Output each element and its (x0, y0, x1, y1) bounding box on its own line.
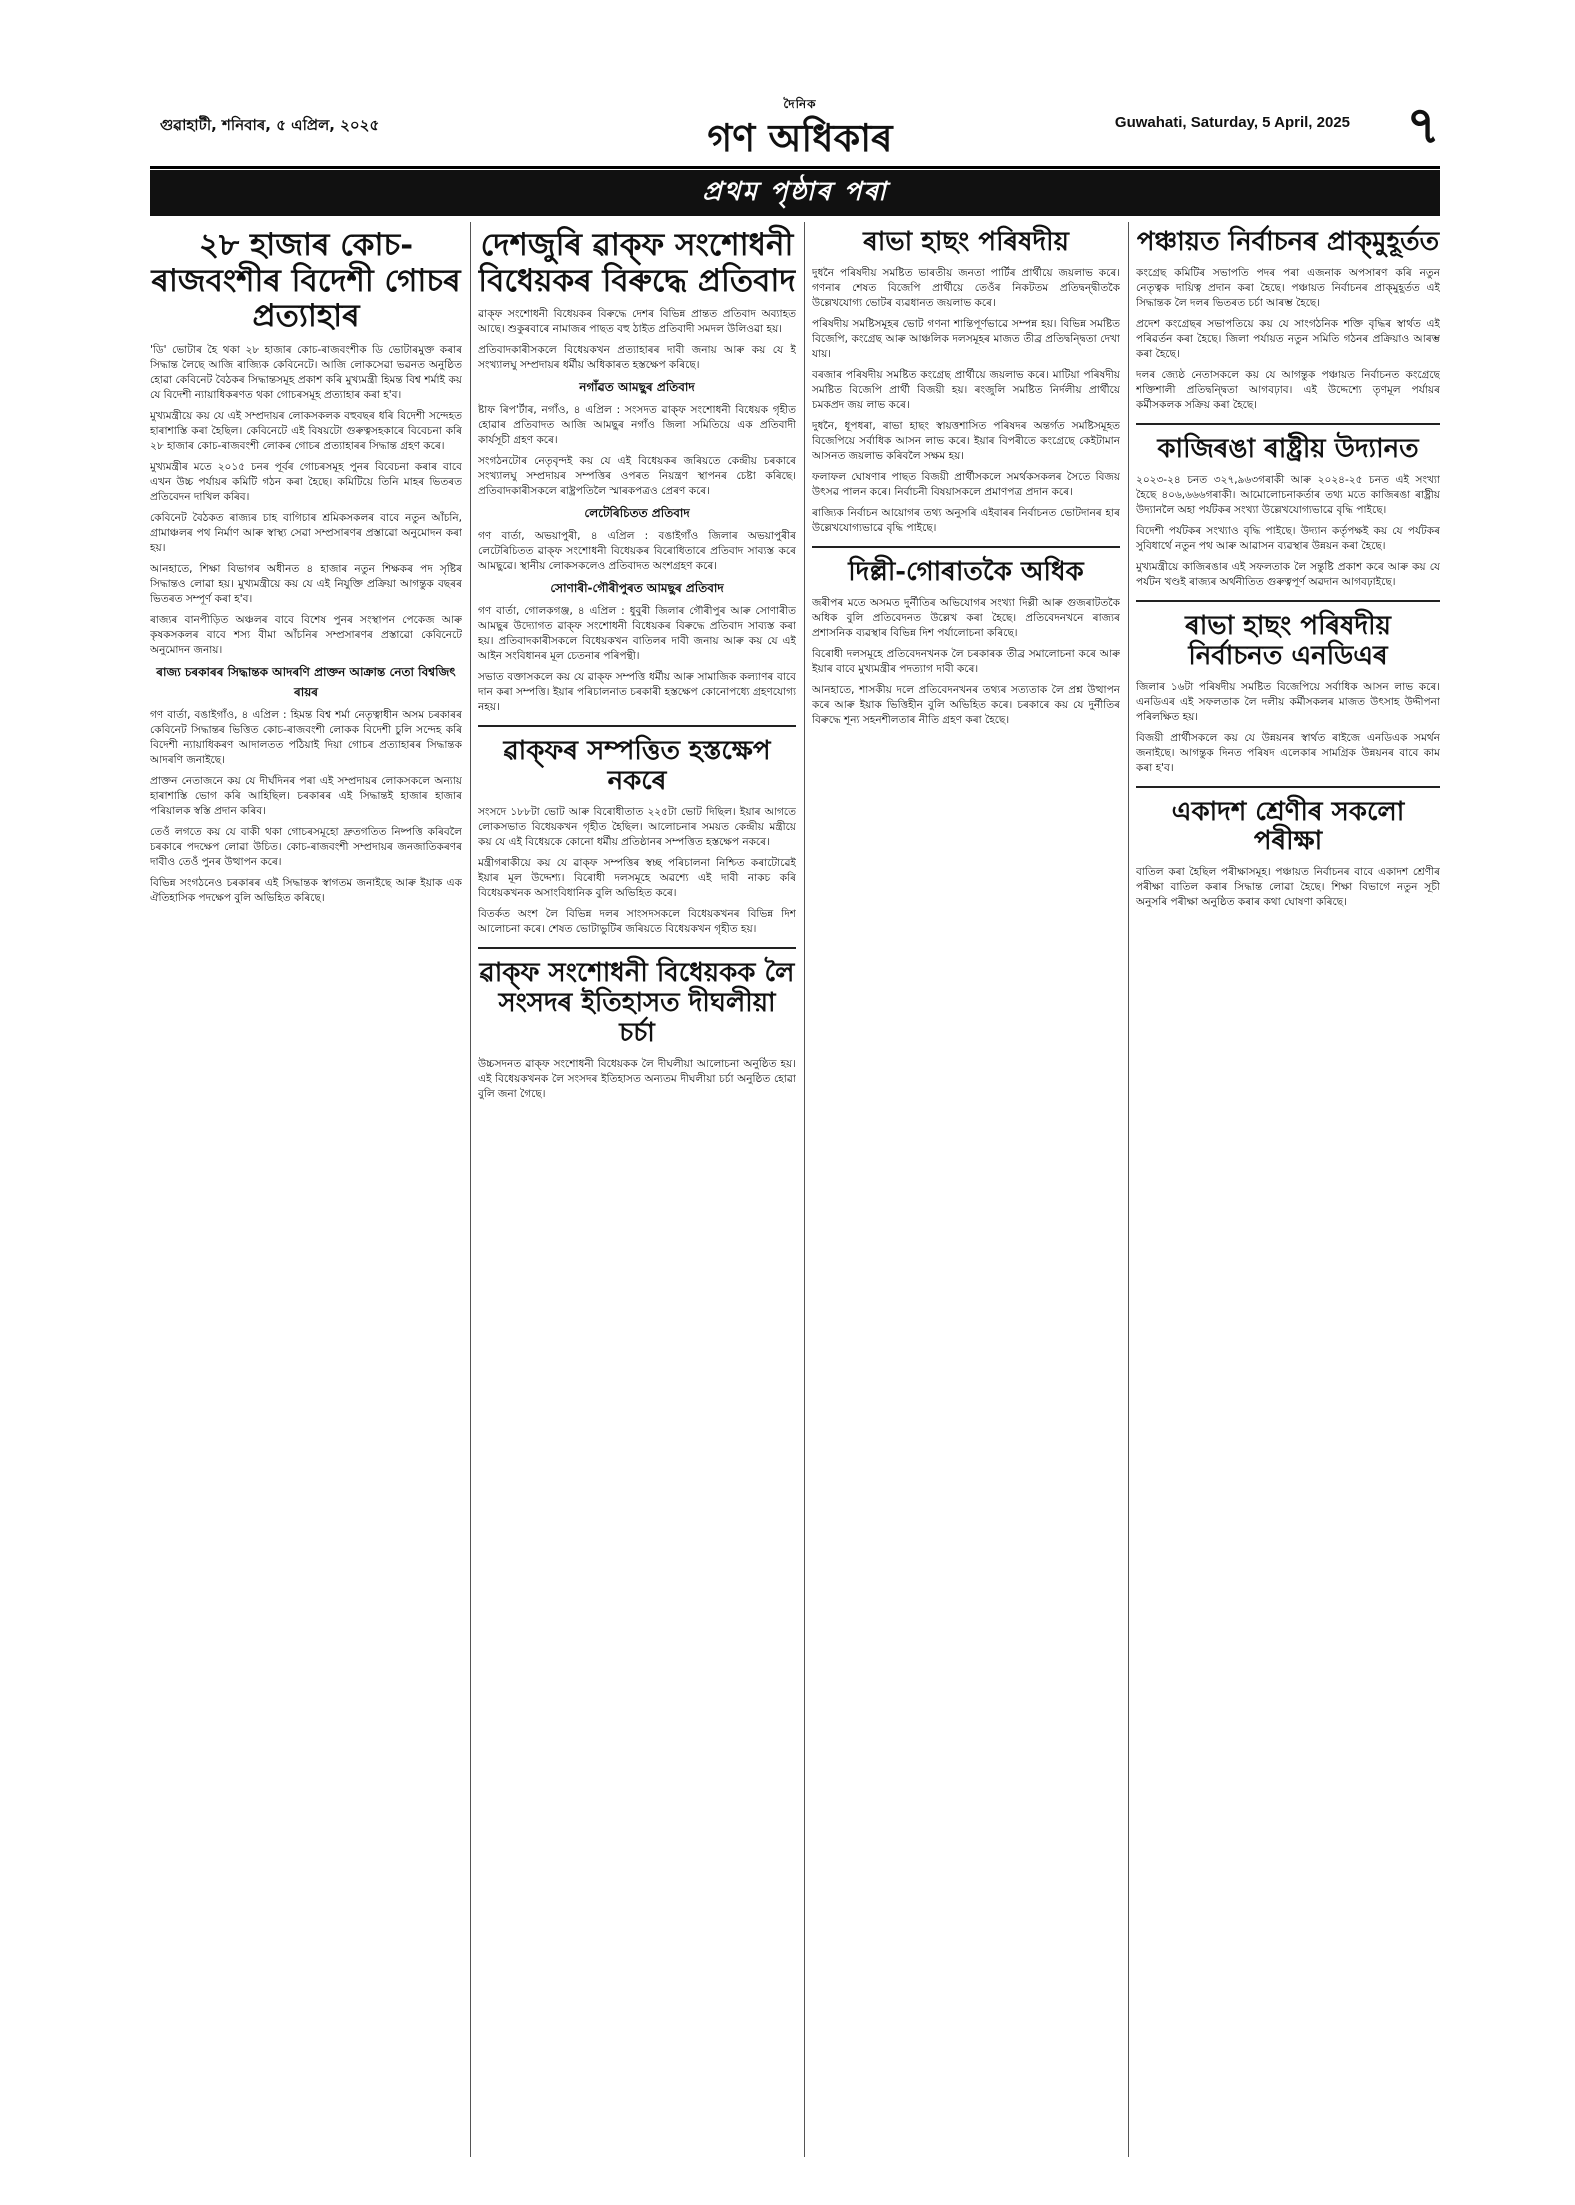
headline-waqf-protest: দেশজুৰি ৱাক্‌ফ সংশোধনী বিধেয়কৰ বিৰুদ্ধে প্ৰতিবাদ (478, 227, 796, 299)
headline-waqf-property: ৱাক্‌ফৰ সম্পত্তিত হস্তক্ষেপ নকৰে (503, 736, 771, 797)
headline-rabha-nda: ৰাভা হাছং পৰিষদীয় নিৰ্বাচনত এনডিএৰ (1185, 610, 1391, 671)
article-paragraph: প্ৰদেশ কংগ্ৰেছৰ সভাপতিয়ে কয় যে সাংগঠনিক শক্তি বৃদ্ধিৰ স্বাৰ্থত এই পৰিৱৰ্তন কৰা হৈছে। জিলা পৰ্যায়ত নতুন সমিতি গঠনৰ প্ৰক্ৰিয়াও আৰম্ভ কৰা হৈছে। (1136, 317, 1440, 360)
article-paragraph: গণ বাৰ্তা, বঙাইগাঁও, ৪ এপ্ৰিল : হিমন্ত বিশ্ব শৰ্মা নেতৃত্বাধীন অসম চৰকাৰৰ কেবিনেট সিদ্ধান্তৰ ভিত্তিত কোচ-ৰাজবংশী লোকক বিদেশী চুলি সন্দেহ কৰি বিদেশী ন্যায়াধিকৰণ আদালতত পঠিয়াই দিয়া গোচৰ প্ৰত্যাহাৰৰ সিদ্ধান্তক আদৰণি জনাইছে। (150, 708, 462, 766)
section-divider (812, 546, 1120, 548)
headline-panchayat: পঞ্চায়ত নিৰ্বাচনৰ প্ৰাক্‌মুহূৰ্তত (1136, 227, 1440, 257)
newspaper-title: গণ অধিকাৰ (707, 115, 893, 160)
article-paragraph: মন্ত্ৰীগৰাকীয়ে কয় যে ৱাক্‌ফ সম্পত্তিৰ স্বচ্ছ পৰিচালনা নিশ্চিত কৰাটোৱেই ইয়াৰ মূল উদ্দেশ্য। বিৰোধী দলসমূহে অৱশ্যে এই দাবী নাকচ কৰি বিধেয়কখনক অসাংবিধানিক বুলি অভিহিত কৰে। (478, 857, 796, 900)
masthead-date-assamese: গুৱাহাটী, শনিবাৰ, ৫ এপ্ৰিল, ২০২৫ (160, 116, 380, 134)
column-2 (478, 222, 796, 2157)
article-paragraph: প্ৰাক্তন নেতাজনে কয় যে দীৰ্ঘদিনৰ পৰা এই সম্প্ৰদায়ৰ লোকসকলে অন্যায় হাৰাশাস্তি ভোগ কৰি আহিছিল। চৰকাৰৰ এই সিদ্ধান্তই হাজাৰ হাজাৰ পৰিয়ালক স্বস্তি প্ৰদান কৰিব। (150, 774, 462, 817)
article-paragraph: ৰাজ্যিক নিৰ্বাচন আয়োগৰ তথ্য অনুসৰি এইবাৰৰ নিৰ্বাচনত ভোটদানৰ হাৰ উল্লেখযোগ্যভাৱে বৃদ্ধি পাইছে। (812, 506, 1120, 534)
article-paragraph: দুধনৈ পৰিষদীয় সমষ্টিত ভাৰতীয় জনতা পাৰ্টিৰ প্ৰাৰ্থীয়ে জয়লাভ কৰে। গণনাৰ শেষত বিজেপি প্ৰাৰ্থীয়ে তেওঁৰ নিকটতম প্ৰতিদ্বন্দ্বীতকৈ উল্লেখযোগ্য ভোটৰ ব্যৱধানত জয়লাভ কৰে। (812, 266, 1120, 309)
section-divider (478, 725, 796, 727)
column-divider (1128, 222, 1129, 2157)
article-paragraph: মুখ্যমন্ত্ৰীয়ে কাজিৰঙাৰ এই সফলতাক লৈ সন্তুষ্টি প্ৰকাশ কৰে আৰু কয় যে পৰ্যটন খণ্ডই ৰাজ্যৰ অৰ্থনীতিত গুৰুত্বপূৰ্ণ অৱদান আগবঢ়াইছে। (1136, 560, 1440, 588)
article-paragraph: মুখ্যমন্ত্ৰীয়ে কয় যে এই সম্প্ৰদায়ৰ লোকসকলক বহুবছৰ ধৰি বিদেশী সন্দেহত হাৰাশাস্তি কৰা হৈছিল। কেবিনেটে এই বিষয়টো গুৰুত্বসহকাৰে বিবেচনা কৰি ২৮ হাজাৰ কোচ-ৰাজবংশী লোকৰ গোচৰ প্ৰত্যাহাৰৰ সিদ্ধান্ত গ্ৰহণ কৰে। (150, 409, 462, 452)
article-paragraph: জৰীপৰ মতে অসমত দুৰ্নীতিৰ অভিযোগৰ সংখ্যা দিল্লী আৰু গুজৰাটতকৈ অধিক বুলি প্ৰতিবেদনত উল্লেখ কৰা হৈছে। প্ৰতিবেদনখনে ৰাজ্যৰ প্ৰশাসনিক ব্যৱস্থাৰ বিভিন্ন দিশ পৰ্যালোচনা কৰিছে। (812, 596, 1120, 639)
article-paragraph: সভাত বক্তাসকলে কয় যে ৱাক্‌ফ সম্পত্তি ধৰ্মীয় আৰু সামাজিক কল্যাণৰ বাবে দান কৰা সম্পত্তি। ইয়াৰ পৰিচালনাত চৰকাৰী হস্তক্ষেপ কোনোপধ্যে গ্ৰহণযোগ্য নহয়। (478, 671, 796, 714)
headline-rabha-hasong: ৰাভা হাছং পৰিষদীয় (863, 227, 1069, 257)
section-divider (478, 947, 796, 949)
subheadline: ৰাজ্য চৰকাৰৰ সিদ্ধান্তক আদৰণি প্ৰাক্তন আক্ৰান্ত নেতা বিশ্বজিৎ ৰায়ৰ (156, 664, 456, 699)
subheadline: লেটেৰিচিতত প্ৰতিবাদ (584, 506, 690, 521)
article-paragraph: পৰিষদীয় সমষ্টিসমূহৰ ভোট গণনা শান্তিপূৰ্ণভাৱে সম্পন্ন হয়। বিভিন্ন সমষ্টিত বিজেপি, কংগ্ৰেছ আৰু আঞ্চলিক দলসমূহৰ মাজত তীব্ৰ প্ৰতিদ্বন্দ্বিতা দেখা যায়। (812, 317, 1120, 360)
section-banner-label: প্ৰথম পৃষ্ঠাৰ পৰা (702, 177, 888, 207)
article-paragraph: সংগঠনটোৰ নেতৃবৃন্দই কয় যে এই বিধেয়কৰ জৰিয়তে কেন্দ্ৰীয় চৰকাৰে সংখ্যালঘু সম্প্ৰদায়ৰ সম্পত্তিৰ ওপৰত নিয়ন্ত্ৰণ স্থাপনৰ চেষ্টা কৰিছে। প্ৰতিবাদকাৰীসকলে ৰাষ্ট্ৰপতিলৈ স্মাৰকপত্ৰও প্ৰেৰণ কৰে। (478, 455, 796, 498)
article-paragraph: মুখ্যমন্ত্ৰীৰ মতে ২০১৫ চনৰ পূৰ্বৰ গোচৰসমূহ পুনৰ বিবেচনা কৰাৰ বাবে এখন উচ্চ পৰ্যায়ৰ কমিটি গঠন কৰা হৈছে। কমিটিয়ে তিনি মাহৰ ভিতৰত প্ৰতিবেদন দাখিল কৰিব। (150, 460, 462, 503)
headline-class-11-exam: একাদশ শ্ৰেণীৰ সকলো পৰীক্ষা (1171, 796, 1405, 857)
section-banner (150, 170, 1440, 216)
subheadline: সোণাৰী-গৌৰীপুৰত আমছুৰ প্ৰতিবাদ (550, 581, 724, 596)
masthead-date-english: Guwahati, Saturday, 5 April, 2025 (1114, 114, 1350, 131)
article-paragraph: তেওঁ লগতে কয় যে বাকী থকা গোচৰসমূহো দ্ৰুতগতিত নিষ্পত্তি কৰিবলৈ চৰকাৰে পদক্ষেপ লোৱা উচিত। কোচ-ৰাজবংশী সম্প্ৰদায়ৰ জনজাতিকৰণৰ দাবীও তেওঁ পুনৰ উত্থাপন কৰে। (150, 825, 462, 868)
headline-waqf-debate: ৱাক্‌ফ সংশোধনী বিধেয়কক লৈ সংসদৰ ইতিহাসত দীঘলীয়া চৰ্চা (479, 958, 795, 1048)
article-paragraph: ৱাক্‌ফ সংশোধনী বিধেয়কৰ বিৰুদ্ধে দেশৰ বিভিন্ন প্ৰান্তত প্ৰতিবাদ অব্যাহত আছে। শুকুৰবাৰে নামাজৰ পাছত বহু ঠাইত প্ৰতিবাদী সমদল উলিওৱা হয়। (478, 308, 796, 336)
masthead-rule (150, 166, 1440, 169)
article-paragraph: ৰাজ্যৰ বানপীড়িত অঞ্চলৰ বাবে বিশেষ পুনৰ সংস্থাপন পেকেজ আৰু কৃষকসকলৰ বাবে শস্য বীমা আঁচনিৰ সম্প্ৰসাৰণৰ প্ৰস্তাৱো কেবিনেটে অনুমোদন জনায়। (150, 613, 462, 656)
article-paragraph: বাতিল কৰা হৈছিল পৰীক্ষাসমূহ। পঞ্চায়ত নিৰ্বাচনৰ বাবে একাদশ শ্ৰেণীৰ পৰীক্ষা বাতিল কৰাৰ সিদ্ধান্ত লোৱা হৈছে। শিক্ষা বিভাগে নতুন সূচী অনুসৰি পৰীক্ষা অনুষ্ঠিত কৰাৰ কথা ঘোষণা কৰিছে। (1136, 866, 1440, 909)
article-paragraph: কংগ্ৰেছ কমিটিৰ সভাপতি পদৰ পৰা এজনাক অপসাৰণ কৰি নতুন নেতৃত্বক দায়িত্ব প্ৰদান কৰা হৈছে। পঞ্চায়ত নিৰ্বাচনৰ প্ৰাক্‌মুহূৰ্তত এই সিদ্ধান্তক লৈ দলৰ ভিতৰত চৰ্চা আৰম্ভ হৈছে। (1136, 266, 1440, 309)
headline-koch-rajbongshi: ২৮ হাজাৰ কোচ-ৰাজবংশীৰ বিদেশী গোচৰ প্ৰত্যাহাৰ (151, 227, 461, 335)
subheadline: নগাঁৱত আমছুৰ প্ৰতিবাদ (579, 380, 695, 395)
page-number: ৭ (1406, 95, 1440, 156)
article-paragraph: দুধনৈ, ধূপধৰা, ৰাভা হাছং স্বায়ত্তশাসিত পৰিষদৰ অন্তৰ্গত সমষ্টিসমূহত বিজেপিয়ে সৰ্বাধিক আসন লাভ কৰে। ইয়াৰ বিপৰীতে কংগ্ৰেছে কেইটামান আসনত জয়লাভ কৰিবলৈ সক্ষম হয়। (812, 419, 1120, 462)
article-paragraph: ২০২৩-২৪ চনত ৩২৭,৯৬৩গৰাকী আৰু ২০২৪-২৫ চনত এই সংখ্যা হৈছে ৪০৬,৬৬৬গৰাকী। আমোলোচনাকৰ্তাৰ তথ্য মতে কাজিৰঙা ৰাষ্ট্ৰীয় উদ্যানলৈ অহা পৰ্যটকৰ সংখ্যা উল্লেখযোগ্যভাৱে বৃদ্ধি পাইছে। (1136, 473, 1440, 516)
section-divider (1136, 423, 1440, 425)
article-paragraph: গণ বাৰ্তা, গোলকগঞ্জ, ৪ এপ্ৰিল : ধুবুৰী জিলাৰ গৌৰীপুৰ আৰু সোণাৰীত আমছুৰ উদ্যোগত ৱাক্‌ফ সংশোধনী বিধেয়কৰ বিৰুদ্ধে প্ৰতিবাদ সাব্যস্ত কৰা হয়। প্ৰতিবাদকাৰীসকলে বিধেয়কখন বাতিলৰ দাবী জনায় আৰু কয় যে এই আইন সংবিধানৰ মূল চেতনাৰ পৰিপন্থী। (478, 605, 796, 663)
newspaper-logo (630, 96, 970, 160)
masthead (150, 96, 1440, 166)
article-paragraph: 'ডি' ভোটাৰ হৈ থকা ২৮ হাজাৰ কোচ-ৰাজবংশীক ডি ভোটাৰমুক্ত কৰাৰ সিদ্ধান্ত লৈছে আজি ৰাজ্যিক কেবিনেটে। আজি লোকসেৱা ভৱনত অনুষ্ঠিত হোৱা কেবিনেট বৈঠকৰ সিদ্ধান্তসমূহ প্ৰকাশ কৰি মুখ্যমন্ত্ৰী হিমন্ত বিশ্ব শৰ্মাই কয় যে বিদেশী ন্যায়াধিকৰণত থকা গোচৰসমূহ প্ৰত্যাহাৰ কৰা হ'ব। (150, 343, 462, 401)
article-paragraph: দলৰ জ্যেষ্ঠ নেতাসকলে কয় যে আগন্তুক পঞ্চায়ত নিৰ্বাচনত কংগ্ৰেছে শক্তিশালী প্ৰতিদ্বন্দ্বিতা আগবঢ়াব। এই উদ্দেশ্যে তৃণমূল পৰ্যায়ৰ কৰ্মীসকলক সক্ৰিয় কৰা হৈছে। (1136, 368, 1440, 411)
article-paragraph: বিতৰ্কত অংশ লৈ বিভিন্ন দলৰ সাংসদসকলে বিধেয়কখনৰ বিভিন্ন দিশ আলোচনা কৰে। শেষত ভোটাভুটিৰ জৰিয়তে বিধেয়কখন গৃহীত হয়। (478, 908, 796, 936)
article-paragraph: বৰজাৰ পৰিষদীয় সমষ্টিত কংগ্ৰেছ প্ৰাৰ্থীয়ে জয়লাভ কৰে। মাটিয়া পৰিষদীয় সমষ্টিত বিজেপি প্ৰাৰ্থী বিজয়ী হয়। ৰংজুলি সমষ্টিত নিৰ্দলীয় প্ৰাৰ্থীয়ে চমকপ্ৰদ জয় লাভ কৰে। (812, 368, 1120, 411)
article-paragraph: বিভিন্ন সংগঠনেও চৰকাৰৰ এই সিদ্ধান্তক স্বাগতম জনাইছে আৰু ইয়াক এক ঐতিহাসিক পদক্ষেপ বুলি অভিহিত কৰিছে। (150, 876, 462, 904)
article-paragraph: বিদেশী পৰ্যটকৰ সংখ্যাও বৃদ্ধি পাইছে। উদ্যান কৰ্তৃপক্ষই কয় যে পৰ্যটকৰ সুবিধাৰ্থে নতুন পথ আৰু আৱাসন ব্যৱস্থাৰ উন্নয়ন কৰা হৈছে। (1136, 524, 1440, 552)
article-paragraph: জিলাৰ ১৬টা পৰিষদীয় সমষ্টিত বিজেপিয়ে সৰ্বাধিক আসন লাভ কৰে। এনডিএৰ এই সফলতাক লৈ দলীয় কৰ্মীসকলৰ মাজত উৎসাহ উদ্দীপনা পৰিলক্ষিত হয়। (1136, 680, 1440, 723)
headline-kaziranga: কাজিৰঙা ৰাষ্ট্ৰীয় উদ্যানত (1157, 433, 1419, 464)
logo-small-text: দৈনিক (783, 97, 817, 111)
article-paragraph: প্ৰতিবাদকাৰীসকলে বিধেয়কখন প্ৰত্যাহাৰৰ দাবী জনায় আৰু কয় যে ই সংখ্যালঘু সম্প্ৰদায়ৰ ধৰ্মীয় অধিকাৰত হস্তক্ষেপ কৰিছে। (478, 344, 796, 372)
column-4 (1136, 222, 1440, 2157)
headline-delhi-gujarat: দিল্লী-গোৰাতকৈ অধিক (848, 556, 1084, 587)
article-paragraph: উচ্চসদনত ৱাক্‌ফ সংশোধনী বিধেয়কক লৈ দীঘলীয়া আলোচনা অনুষ্ঠিত হয়। এই বিধেয়কখনক লৈ সংসদৰ ইতিহাসত অন্যতম দীঘলীয়া চৰ্চা অনুষ্ঠিত হোৱা বুলি জনা গৈছে। (478, 1057, 796, 1100)
article-paragraph: কেবিনেট বৈঠকত ৰাজ্যৰ চাহ বাগিচাৰ শ্ৰমিকসকলৰ বাবে নতুন আঁচনি, গ্ৰামাঞ্চলৰ পথ নিৰ্মাণ আৰু স্বাস্থ্য সেৱা সম্প্ৰসাৰণৰ প্ৰস্তাৱো অনুমোদন কৰা হয়। (150, 511, 462, 554)
article-paragraph: গণ বাৰ্তা, অভয়াপুৰী, ৪ এপ্ৰিল : বঙাইগাঁও জিলাৰ অভয়াপুৰীৰ লেটেৰিচিতত ৱাক্‌ফ সংশোধনী বিধেয়কৰ বিৰোধিতাৰে প্ৰতিবাদ সাব্যস্ত কৰে আমছুৱে। স্থানীয় লোকসকলেও প্ৰতিবাদত অংশগ্ৰহণ কৰে। (478, 530, 796, 573)
column-divider (804, 222, 805, 2157)
article-paragraph: আনহাতে, শাসকীয় দলে প্ৰতিবেদনখনৰ তথ্যৰ সত্যতাক লৈ প্ৰশ্ন উত্থাপন কৰে আৰু ইয়াক ভিত্তিহীন বুলি অভিহিত কৰে। চৰকাৰে কয় যে দুৰ্নীতিৰ বিৰুদ্ধে শূন্য সহনশীলতাৰ নীতি গ্ৰহণ কৰা হৈছে। (812, 683, 1120, 726)
article-paragraph: আনহাতে, শিক্ষা বিভাগৰ অধীনত ৪ হাজাৰ নতুন শিক্ষকৰ পদ সৃষ্টিৰ সিদ্ধান্তও লোৱা হয়। মুখ্যমন্ত্ৰীয়ে কয় যে এই নিযুক্তি প্ৰক্ৰিয়া আগন্তুক বছৰৰ ভিতৰত সম্পূৰ্ণ কৰা হ'ব। (150, 562, 462, 605)
column-1 (150, 222, 462, 2157)
column-divider (470, 222, 471, 2157)
article-paragraph: ফলাফল ঘোষণাৰ পাছত বিজয়ী প্ৰাৰ্থীসকলে সমৰ্থকসকলৰ সৈতে বিজয় উৎসৱ পালন কৰে। নিৰ্বাচনী বিষয়াসকলে প্ৰমাণপত্ৰ প্ৰদান কৰে। (812, 470, 1120, 498)
section-divider (1136, 786, 1440, 788)
article-paragraph: বিৰোধী দলসমূহে প্ৰতিবেদনখনক লৈ চৰকাৰক তীব্ৰ সমালোচনা কৰে আৰু ইয়াৰ বাবে মুখ্যমন্ত্ৰীৰ পদত্যাগ দাবী কৰে। (812, 647, 1120, 675)
column-3 (812, 222, 1120, 2157)
article-paragraph: ষ্টাফ ৰিপ'ৰ্টাৰ, নগাঁও, ৪ এপ্ৰিল : সংসদত ৱাক্‌ফ সংশোধনী বিধেয়ক গৃহীত হোৱাৰ প্ৰতিবাদত আজি আমছুৰ নগাঁও জিলা সমিতিয়ে এক প্ৰতিবাদী কাৰ্যসূচী গ্ৰহণ কৰে। (478, 404, 796, 447)
article-paragraph: সংসদে ১৮৮টা ভোট আৰু বিৰোধীতাত ২২৫টা ভোট দিছিল। ইয়াৰ আগতে লোকসভাত বিধেয়কখন গৃহীত হৈছিল। আলোচনাৰ সময়ত কেন্দ্ৰীয় মন্ত্ৰীয়ে কয় যে এই বিধেয়কে কোনো ধৰ্মীয় প্ৰতিষ্ঠানৰ সম্পত্তিত হস্তক্ষেপ নকৰে। (478, 806, 796, 849)
article-paragraph: বিজয়ী প্ৰাৰ্থীসকলে কয় যে উন্নয়নৰ স্বাৰ্থত ৰাইজে এনডিএক সমৰ্থন জনাইছে। আগন্তুক দিনত পৰিষদ এলেকাৰ সামগ্ৰিক উন্নয়নৰ বাবে কাম কৰা হ'ব। (1136, 731, 1440, 774)
section-divider (1136, 600, 1440, 602)
